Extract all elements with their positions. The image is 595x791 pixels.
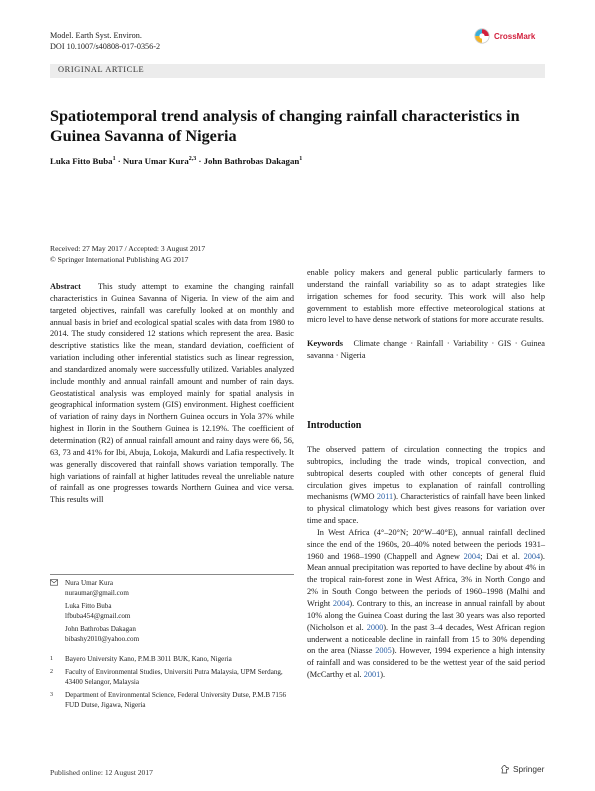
crossmark-label: CrossMark [494,31,536,41]
publisher-logo[interactable] [500,764,544,774]
affiliation-text: Department of Environmental Science, Federal University Dutse, P.M.B 7156 FUD Dutse, Jigawa, Nigeria [65,691,287,709]
article-title: Spatiotemporal trend analysis of changing rainfall characteristics in Guinea Savanna of Nigeria [50,107,520,145]
affiliation-text: Faculty of Environmental Studies, Universiti Putra Malaysia, UPM Serdang, 43400 Selangor, Malaysia [65,668,283,686]
copyright: © Springer International Publishing AG 2017 [50,254,189,264]
author-affiliation-number: 1 [112,156,116,163]
citation-link[interactable]: 2004 [523,551,541,561]
abstract-continued-text: enable policy makers and general public particularly farmers to understand the rainfall variability so as to adapt strategies like irrigation schemes for food security. This work will also help government to establish more effective meteorological stations at micro level to have dense network of stations for more accurate results. [307,268,545,325]
affiliation [50,668,294,687]
author-email[interactable]: bibashy2010@yahoo.com [65,634,140,643]
affiliation-text: Bayero University Kano, P.M.B 3011 BUK, Kano, Nigeria [65,654,232,663]
affiliation-number: 3 [50,692,53,699]
citation-link[interactable]: 2004 [332,598,350,608]
journal-name: Model. Earth Syst. Environ. [50,31,142,40]
author-name[interactable]: John Bathrobas Dakagan [203,156,300,166]
intro-paragraph: In West Africa (4°–20°N; 20°W–40°E), annual rainfall declined since the end of the 1960s, 20–40% noted between the periods 1931–1960 and 1968–1990 (Chappell and Agnew 2004; Dai et al. 2004). Mean annual precipitation was reported to have decline by about 4% in the tropical rain-forest zone in West Africa, 3% in North Congo and 2% in South Congo between the periods of 1960–1998 (Malhi and Wright 2004). Contrary to this, an increase in annual rainfall by about 10% along the Guinea Coast during the last 30 years was also reported (Nicholson et al. 2000). In the past 3–4 decades, West African region underwent a noticeable decline in rainfall from 15 to 30% depending on the area (Niasse 2005). However, 1994 experience a high intensity of rainfall and was considered to be the wettest year of the said period (McCarthy et al. 2001). [307,527,545,680]
affiliation [50,691,294,710]
springer-horse-icon [500,764,510,774]
affiliation [50,655,294,665]
citation-link[interactable]: 2005 [375,646,392,656]
affiliation-number: 2 [50,669,53,676]
author-affiliation-number: 1 [299,156,303,163]
abstract-label: Abstract [50,282,81,291]
publication-dates [50,244,205,265]
article-type: ORIGINAL ARTICLE [58,65,145,74]
correspondence-block [50,579,294,711]
doi[interactable]: DOI 10.1007/s40808-017-0356-2 [50,42,161,51]
footnote-divider [50,574,294,575]
author-affiliation-number: 2,3 [188,156,197,163]
keywords-label: Keywords [307,339,343,349]
keywords [307,338,545,362]
citation-link[interactable]: 2001 [363,670,381,680]
abstract-continued [307,267,545,362]
author-name: Luka Fitto Buba [65,602,112,611]
author-name: John Bathrobas Dakagan [65,625,136,634]
publisher-name: Springer [513,764,545,774]
citation-link[interactable]: 2004 [463,551,481,561]
author-email[interactable]: lfbuba454@gmail.com [65,611,131,620]
author-name[interactable]: Nura Umar Kura [122,156,189,166]
introduction-heading: Introduction [307,420,362,431]
citation-link[interactable]: 2000 [366,622,384,632]
affiliation-number: 1 [50,655,53,662]
envelope-icon [50,579,59,598]
received-accepted: Received: 27 May 2017 / Accepted: 3 August 2017 [50,244,206,253]
keywords-text: Climate change · Rainfall · Variability · GIS · Guinea savanna · Nigeria [307,339,545,361]
author-list: Luka Fitto Buba$^1$ · Nura Umar Kura$^{2,3}$ · John Bathrobas Dakagan$^1$ [50,156,303,166]
author-name[interactable]: Luka Fitto Buba [50,156,113,166]
abstract [50,281,294,506]
published-online: Published online: 12 August 2017 [50,768,153,777]
abstract-text: This study attempt to examine the changing rainfall characteristics in Guinea Savanna of Nigeria. In view of the aim and targeted objectives, rainfall was carefully looked at on monthly and annual basis in brief and ecological spatial scales with data from 1980 to 2014. The study considered 12 stations which represent the area. Basic descriptive statistics like the mean, standard deviation, coefficient of variation including other inferential statistics such as linear regression, and standardized anomaly were successfully utilized. Variables analyzed include monthly and annual rainfall amount and number of rain days. Geostatistical analysis was employed mainly for spatial analysis in geographical information system (GIS) environment. Highest coefficient of variation of rainy days in Northern Guinea occurs in Yola 37% while highest in Ilorin in the Southern Guinea is 12.19%. The coefficient of determination (R2) of annual rainfall amount and rainy days were 66, 56, 63, 73 and 41% for Ibi, Abuja, Lokoja, Makurdi and Lafia respectively. It was generally discovered that rainfall shows variation temporally. The high variations of rainfall at higher latitudes reveal the unreliable nature of rainfall as one progresses towards Northern Guinea and vice versa. This results will [50,282,294,505]
introduction-body [307,444,545,681]
intro-paragraph: The observed pattern of circulation connecting the tropics and subtropics, including the trade winds, tropical convection, and subtropical deserts coupled with other concepts of general fluid circulation gives impetus to explanation of rainfall controlling mechanisms (WMO 2011). Characteristics of rainfall have been linked to physical climatology which best gives reasons for variation over time and space. [307,445,545,526]
crossmark-icon [474,28,490,44]
citation-link[interactable]: 2011 [376,492,394,502]
corresponding-author-name: Nura Umar Kura [65,579,114,587]
corresponding-author-email[interactable]: nuraumar@gmail.com [65,588,129,597]
crossmark-badge[interactable] [474,25,552,47]
journal-info [50,30,160,52]
